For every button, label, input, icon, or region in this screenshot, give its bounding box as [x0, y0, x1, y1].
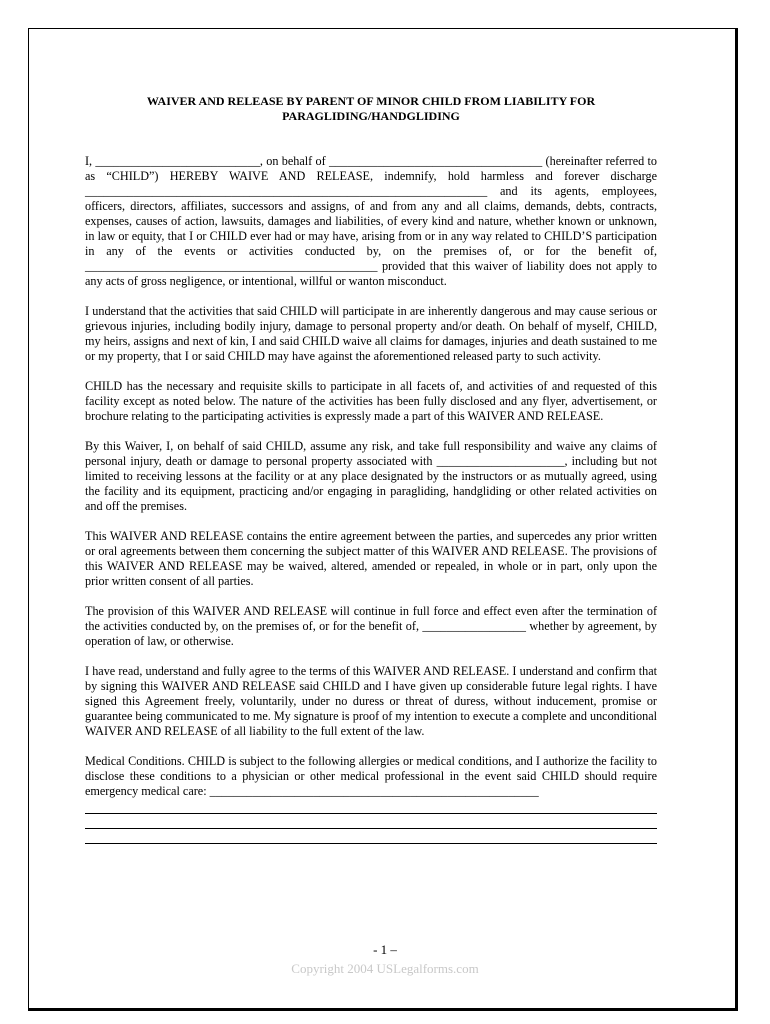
document-body: [85, 94, 657, 844]
copyright-notice: Copyright 2004 USLegalforms.com: [291, 961, 479, 976]
medical-line[interactable]: [85, 829, 657, 844]
page-number: - 1 –: [373, 942, 397, 957]
medical-line[interactable]: [85, 814, 657, 829]
medical-line[interactable]: [85, 799, 657, 814]
paragraph-acknowledgement: I have read, understand and fully agree to the terms of this WAIVER AND RELEASE. I understand and confirm that by signing this WAIVER AND RELEASE said CHILD and I have given up considerable future legal rights. I have signed this Agreement freely, voluntarily, under no duress or threat of duress, without inducement, promise or guarantee being communicated to me. My signature is proof of my intention to execute a complete and unconditional WAIVER AND RELEASE of all liability to the full extent of the law.: [85, 664, 657, 738]
paragraph-survival: The provision of this WAIVER AND RELEASE will continue in full force and effect even after the termination of the activities conducted by, on the premises of, or for the benefit of, _________________ whether by agreement, by operation of law, or otherwise.: [85, 604, 657, 648]
paragraph-entire-agreement: This WAIVER AND RELEASE contains the entire agreement between the parties, and supercedes any prior written or oral agreements between them concerning the subject matter of this WAIVER AND RELEASE. The provisions of this WAIVER AND RELEASE may be waived, altered, amended or repealed, in whole or in part, only upon the prior written consent of all parties.: [85, 529, 657, 588]
paragraph-skills: CHILD has the necessary and requisite skills to participate in all facets of, and activities of and requested of this facility except as noted below. The nature of the activities has been fully disclosed and any flyer, advertisement, or brochure relating to the participating activities is expressly made a part of this WAIVER AND RELEASE.: [85, 379, 657, 423]
document-title: WAIVER AND RELEASE BY PARENT OF MINOR CHILD FROM LIABILITY FOR PARAGLIDING/HANDGLIDING: [146, 94, 596, 123]
paragraph-medical: Medical Conditions. CHILD is subject to the following allergies or medical conditions, and I authorize the facility to disclose these conditions to a physician or other medical professional in the event said CHILD should require emergency medical care: ______________________________________________________: [85, 754, 657, 798]
paragraph-risk: I understand that the activities that said CHILD will participate in are inherently dangerous and may cause serious or grievous injuries, including bodily injury, damage to personal property and/or death. On behalf of myself, CHILD, my heirs, assigns and next of kin, I and said CHILD waive all claims for damages, injuries and death sustained to me or my property, that I or said CHILD may have against the aforementioned released party to such activity.: [85, 304, 657, 363]
paragraph-release: I, ___________________________, on behalf of ___________________________________ (hereinafter referred to as “CHILD”) HEREBY WAIVE AND RELEASE, indemnify, hold harmless and forever discharge __________________________________________________________________ and its agents, employees, officers, directors, affiliates, successors and assigns, of and from any and all claims, demands, debts, contracts, expenses, causes of action, lawsuits, damages and liabilities, of every kind and nature, whether known or unknown, in law or equity, that I or CHILD ever had or may have, arising from or in any way related to CHILD’S participation in any of the events or activities conducted by, on the premises of, or for the benefit of, ________________________________________________ provided that this waiver of liability does not apply to any acts of gross negligence, or intentional, willful or wanton misconduct.: [85, 154, 657, 288]
paragraph-assumption: By this Waiver, I, on behalf of said CHILD, assume any risk, and take full responsibility and waive any claims of personal injury, death or damage to personal property associated with _____________________, including but not limited to receiving lessons at the facility or at any place designated by the instructors or as mutually agreed, using the facility and its equipment, practicing and/or engaging in paragliding, handgliding or other related activities on and off the premises.: [85, 439, 657, 513]
